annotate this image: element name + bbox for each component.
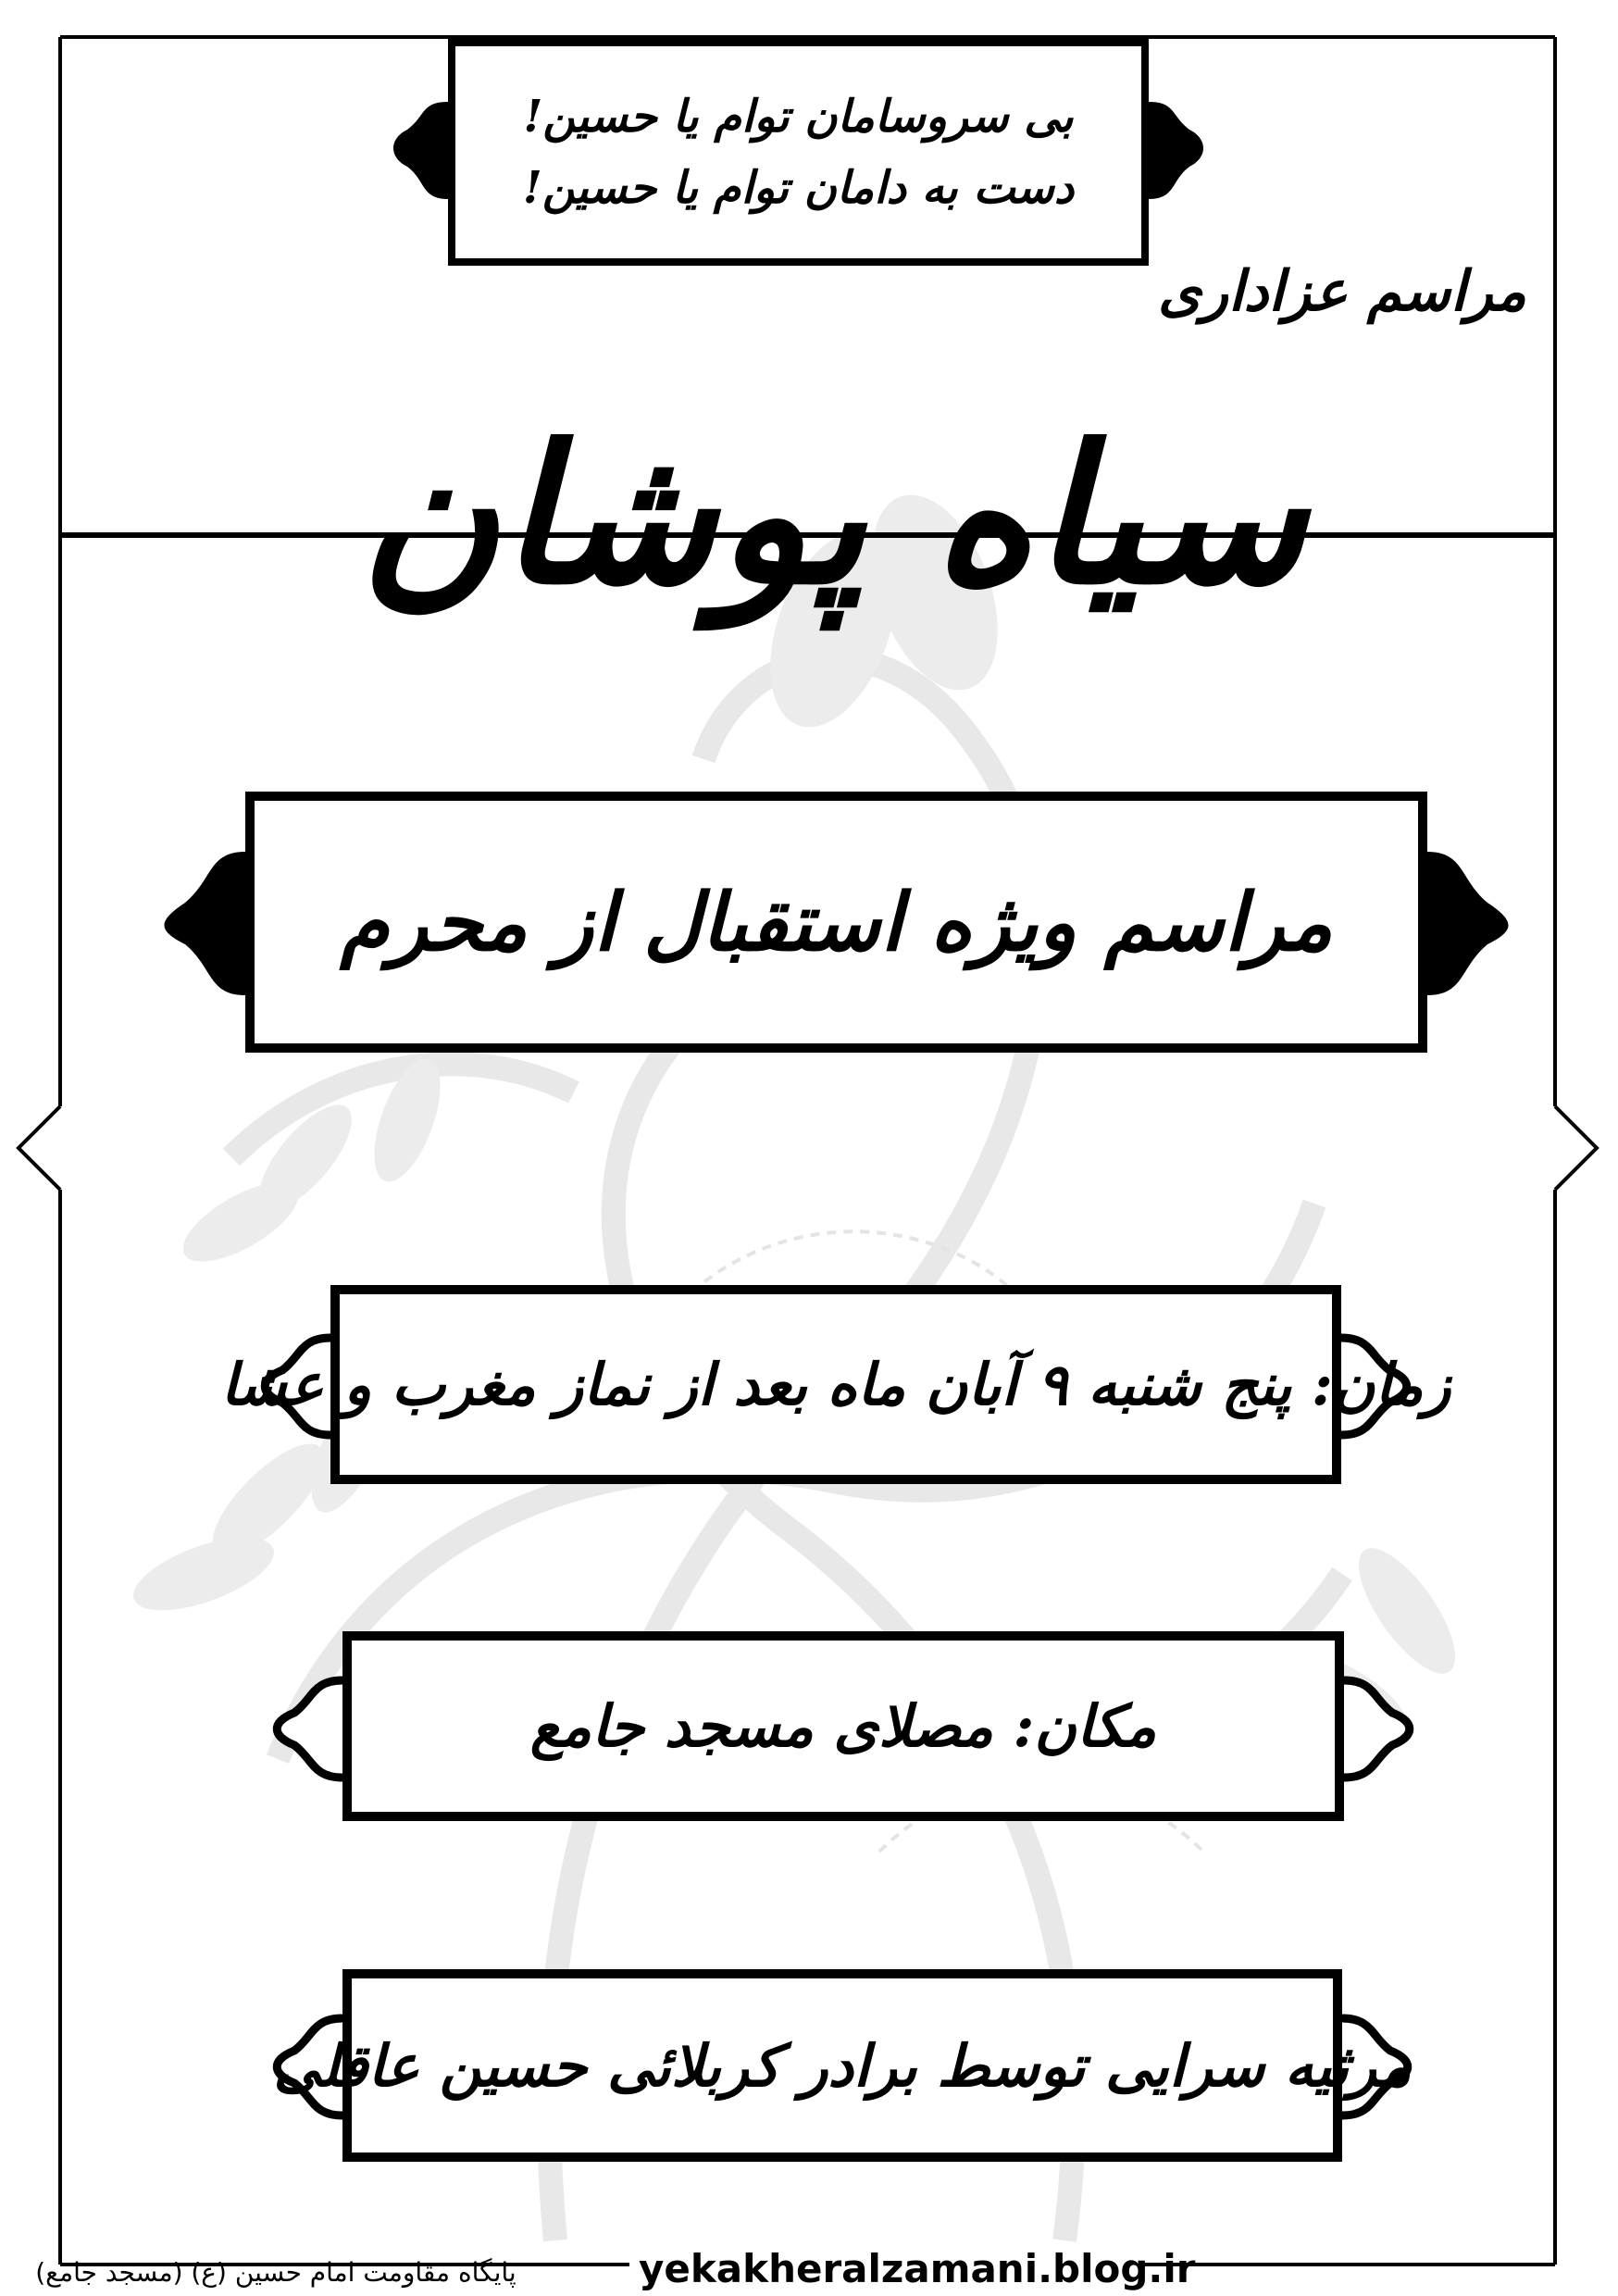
slogan-box	[448, 39, 1149, 266]
event-name: مراسم ویژه استقبال از محرم	[340, 875, 1333, 969]
event-place: مکان: مصلای مسجد جامع	[529, 1692, 1157, 1760]
speaker-banner	[273, 1969, 1412, 2162]
place-banner	[342, 1631, 1344, 1821]
slogan-line-2: دست به دامان توام یا حسین!	[522, 161, 1075, 214]
leaf-watermark	[125, 478, 1473, 1755]
slogan-line-1: بی سروسامان توام یا حسین!	[523, 90, 1074, 143]
ceremony-subtitle: مراسم عزاداری	[1158, 259, 1526, 324]
footer-organizer: پایگاه مقاومت امام حسین (ع) (مسجد جامع)	[35, 2257, 517, 2288]
event-time: زمان: پنج شنبه ۹ آبان ماه بعد از نماز مغرب و عشا	[220, 1351, 1451, 1418]
footer-url: yekakheralzamani.blog.ir	[639, 2246, 1196, 2291]
time-banner	[220, 1285, 1451, 1484]
event-name-banner	[245, 792, 1427, 1053]
event-speaker: مرثیه سرایی توسط برادر کربلائی حسین عاقلی	[273, 2031, 1412, 2100]
ceremony-title: سیاه پوشان	[359, 405, 1307, 627]
